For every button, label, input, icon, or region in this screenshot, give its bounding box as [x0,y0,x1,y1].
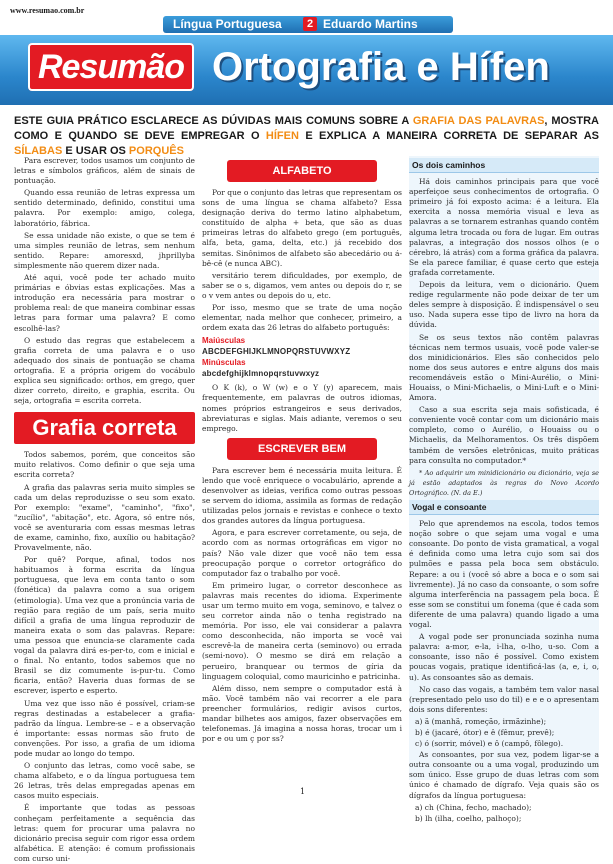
section-title-alfabeto: ALFABETO [227,160,377,182]
intro-text-4: E USAR OS [65,145,126,157]
paragraph: Além disso, nem sempre o computador está à mão. Você também não vai recorrer a ele para preencher formulários, redigir avisos curtos, mandar bilhetes aos amigos, fazer observações em telefonemas. Já imagina a nossa horas, trocar um i por e ou um ç por ss? [202,683,402,744]
intro-highlight-porques: PORQUÊS [128,145,184,157]
paragraph: O conjunto das letras, como você sabe, se chama alfabeto, e o da língua portuguesa tem 26 letras, três delas empregadas apenas em casos muito especiais. [14,761,195,801]
paragraph: Há dois caminhos principais para que você aperfeiçoe seus conhecimentos de ortografia. O primeiro já foi exposto acima: é a leitura. Ela exercita a nossa memória visual e leva as palavras a se tornarem estranhas quando contêm alguma letra trocada ou fora de lugar. Em outras palavras, a integração dos nossos olhos (e o cérebro, lá atrás) com a forma gráfica da palavra. Se ela parece familiar, é quase certo que esteja grafada corretamente. [409,177,599,277]
footnote: * Ao adquirir um minidicionário ou dicionário, veja se já estão adaptados às regras do Novo Acordo Ortográfico. (N. da E.) [409,468,599,497]
paragraph: Por isso, mesmo que se trate de uma noção elementar, nada melhor que conhecer, primeiro, a ordem exata das 26 letras do alfabeto português: [202,303,402,333]
paragraph: A grafia das palavras seria muito simples se cada um delas reproduzisse o seu som exato. Por exemplo: "exame", "caminho", "fixo", "zucílio", "abitação", etc. Agora, só entre nós, você se aventuraria com essas mesmas letras de exame, caminho, fixo, auxílio ou habitação? Provavelmente, não. [14,482,195,553]
lowercase-letters: abcdefghijklmnopqrstuvwxyz [202,369,320,379]
alphabet-list [202,335,402,379]
paragraph: Pelo que aprendemos na escola, todos temos noção sobre o que sejam uma vogal e uma consoante. Do ponto de vista gramatical, a vogal é definida como uma letra cujo som sai dos pulmões e passa pela boca sem obstáculo. Repare: a ou i (você só abre a boca e o som sai livremente). Já no caso da consoante, o som sofre alguma interferência na passagem pela boca. É esse som se constitui um fonema (que é cada som diferente de uma palavra) quando ligado a uma vogal. [409,519,599,630]
paragraph: Por que o conjunto das letras que representam os sons de uma língua se chama alfabeto? Essa designação deriva do termo latino alphabetum, constituído de alpha + beta, que são as duas primeiras letras do alfabeto grego (em português, alfa, beta, gama, delta, etc.) já recebido dos semitas. Sinônimos de alfabeto são abecedário ou á-bê-cê (e nunca ABC). [202,188,402,268]
section-title-grafia-correta: Grafia correta [14,412,195,444]
intro-text-3: E EXPLICA A MANEIRA CORRETA DE SEPARAR AS [305,130,599,142]
paragraph: Para escrever, todos usamos um conjunto de letras e símbolos gráficos, além de sinais de pontuação. [14,156,195,186]
resumao-logo: Resumão [28,43,194,91]
paragraph: As consoantes, por sua vez, podem ligar-se a outra consoante ou a uma vogal, produzindo um som único. Esse grupo de duas letras com som único é chamado de dígrafo. Veja quais são os dígrafos da língua portuguesa: [409,750,599,800]
paragraph: versitário terem dificuldades, por exemplo, de saber se o s, digamos, vem antes ou depois do r, se o v vem antes ou depois do u, etc. [202,270,402,300]
intro-text-1: ESTE GUIA PRÁTICO ESCLARECE AS DÚVIDAS MAIS COMUNS SOBRE A [14,115,409,127]
example-item: a) ch (China, fecho, machado); [415,802,532,812]
paragraph: No caso das vogais, a também tem valor nasal (representado pelo uso do til) e e e o apresentam dois sons diferentes: [409,684,599,714]
example-item: b) lh (ilha, coelho, palhoço); [415,813,522,823]
paragraph: Se os seus textos não contêm palavras técnicas nem termos usuais, você pode valer-se dos minidicionários. Eles são conhecidos pelo nome dos seus autores e entre alguns dos mais recomendáveis estão o Mini-Aurélio, o Mini-Houaiss, o Mini-Michaelis, o Mini-Luft e o Mini-Amora. [409,332,599,403]
page-title: Ortografia e Hífen [212,45,550,89]
page-number: 1 [300,787,306,796]
uppercase-label: Maiúsculas [202,336,246,346]
paragraph: O K (k), o W (w) e o Y (y) aparecem, mais frequentemente, em palavras de outros idiomas, nomes próprios estrangeiros e seus derivados, abreviaturas e siglas. Mais adiante, veremos o seu emprego. [202,383,402,433]
lowercase-label: Minúsculas [202,358,246,368]
intro-highlight-grafia: GRAFIA DAS PALAVRAS [412,115,545,127]
paragraph: Em primeiro lugar, o corretor desconhece as palavras mais recentes do idioma. Experimente usar um termo muito em voga, seminovo, e talvez o seu corretor ainda não o tenha registrado na memória. Por isso, ele vai considerar a palavra como desconhecida, não importa se você vai escrevê-la de maneira certa (seminovo) ou errada (semi-novo). O mesmo se dirá em relação a perueiro, branquear ou termos de gíria da linguagem coloquial, como mauricinho e patricinha. [202,580,402,681]
author-name: Eduardo Martins [323,17,418,31]
paragraph: Quando essa reunião de letras expressa um sentido determinado, definido, constitui uma palavra. Por exemplo: amigo, colega, laboratório, fábrica. [14,188,195,228]
series-bar [163,16,453,33]
paragraph: Todos sabemos, porém, que conceitos são muito relativos. Como definir o que seja uma escrita correta? [14,450,195,480]
column-2 [202,156,402,780]
subject-label: Língua Portuguesa [173,17,282,31]
column-3-sidebar [409,156,599,823]
paragraph: O estudo das regras que estabelecem a grafia correta de uma palavra e o uso adequado dos sinais de pontuação se chama ortografia. E a própria origem do vocábulo explica seu significado: orthos, em grego, quer dizer correto, direito, e graphia, escrita. Ou seja, ortografia = escrita correta. [14,335,195,406]
uppercase-letters: ABCDEFGHIJKLMNOPQRSTUVWXYZ [202,347,351,357]
title-banner [0,35,613,105]
example-item: c) ó (sorrir, móvel) e ô (campô, fôlego). [415,739,564,749]
intro-text-2: , MOSTRA COMO E QUANDO SE DEVE EMPREGAR O [14,115,600,142]
paragraph: Depois da leitura, vem o dicionário. Quem redige regularmente não pode deixar de ter um deles sempre à disposição. É indispensável o seu uso. Nada supera esse tipo de livro na hora da dúvida. [409,280,599,330]
example-item: b) é (jacaré, ótor) e ê (fêmur, prevê); [415,727,555,737]
intro-highlight-hifen: HÍFEN [265,130,299,142]
paragraph: Uma vez que isso não é possível, criam-se regras destinadas a estabelecer a grafia-padrão da língua. Lembre-se – e a observação é importante: essas normas são fruto de convenções. Por isso, a grafia de um idioma pode mudar ao longo do tempo. [14,698,195,758]
paragraph: É importante que todas as pessoas conheçam perfeitamente a sequência das letras: quem for procurar uma palavra no dicionário precisa seguir com rigor essa ordem alfabética. E atenção: é comum profissionais com curso uni- [14,803,195,863]
section-title-dois-caminhos: Os dois caminhos [409,158,599,173]
paragraph: A vogal pode ser pronunciada sozinha numa palavra: a-mor, e-la, i-lha, o-lho, u-so. Com a consoante, isso não é possível. Como existem poucas vogais, pratique identificá-las (a, e, i, o, u). As consoantes são as demais. [409,632,599,682]
section-title-escrever-bem: ESCREVER BEM [227,438,377,460]
paragraph: Para escrever bem é necessária muita leitura. É lendo que você enriquece o vocabulário, aprende a desenvolver as ideias, verifica como outras pessoas se servem do idioma, assimila as formas de redação utilizadas pelos jornais e revistas e conhece o texto dos grandes autores da língua portuguesa. [202,465,402,526]
paragraph: Até aqui, você pode ter achado muito primárias e óbvias estas explicações. Mas a introdução era necessária para mostrar o problema real: de que maneira combinar essas letras para formar uma palavra? E como escolhê-las? [14,273,195,333]
paragraph: Se essa unidade não existe, o que se tem é uma simples reunião de letras, sem nenhum sentido. Repare: amoresxd, jhprillyba simplesmente não querem dizer nada. [14,230,195,270]
paragraph: Caso a sua escrita seja mais sofisticada, é conveniente você contar com um dicionário mais completo, como o Aurélio, o Houaiss ou o Michaelis, da Melhoramentos. Os três dispõem também de versões eletrônicas, muito práticas para consulta no computador.* [409,405,599,465]
example-item: a) ã (manhã, romeção, irmãzinhe); [415,716,547,726]
column-1 [14,156,195,863]
intro-highlight-silabas: SÍLABAS [14,145,63,157]
section-title-vogal-consoante: Vogal e consoante [409,500,599,515]
site-url[interactable]: www.resumao.com.br [10,6,85,15]
paragraph: Agora, e para escrever corretamente, ou seja, de acordo com as normas ortográficas em vigor no país? Não vale dizer que você não tem essa preocupação porque o corretor ortográfico do computador faz o trabalho por você. [202,528,402,578]
volume-number: 2 [303,17,317,31]
paragraph: Por quê? Porque, afinal, todos nos habituamos à forma escrita da língua portuguesa, que leva em conta tanto o som (fonética) da palavra como a sua origem (etimologia). Uma vez que a pronúncia varia de região para região de um país, seria muito difícil a grafia de uma língua reproduzir de maneira exata o som das palavras. Repare: uma pessoa que enuncia-se claramente cada vogal da palavra dirá es-per-to, com e inicial e o final. No entanto, todos sabemos que no Brasil se diz comumente is-pur-tu. Como ficaria, então? Haveria duas formas de se escrever, isperto e esperto. [14,555,195,696]
intro-paragraph [14,114,599,159]
